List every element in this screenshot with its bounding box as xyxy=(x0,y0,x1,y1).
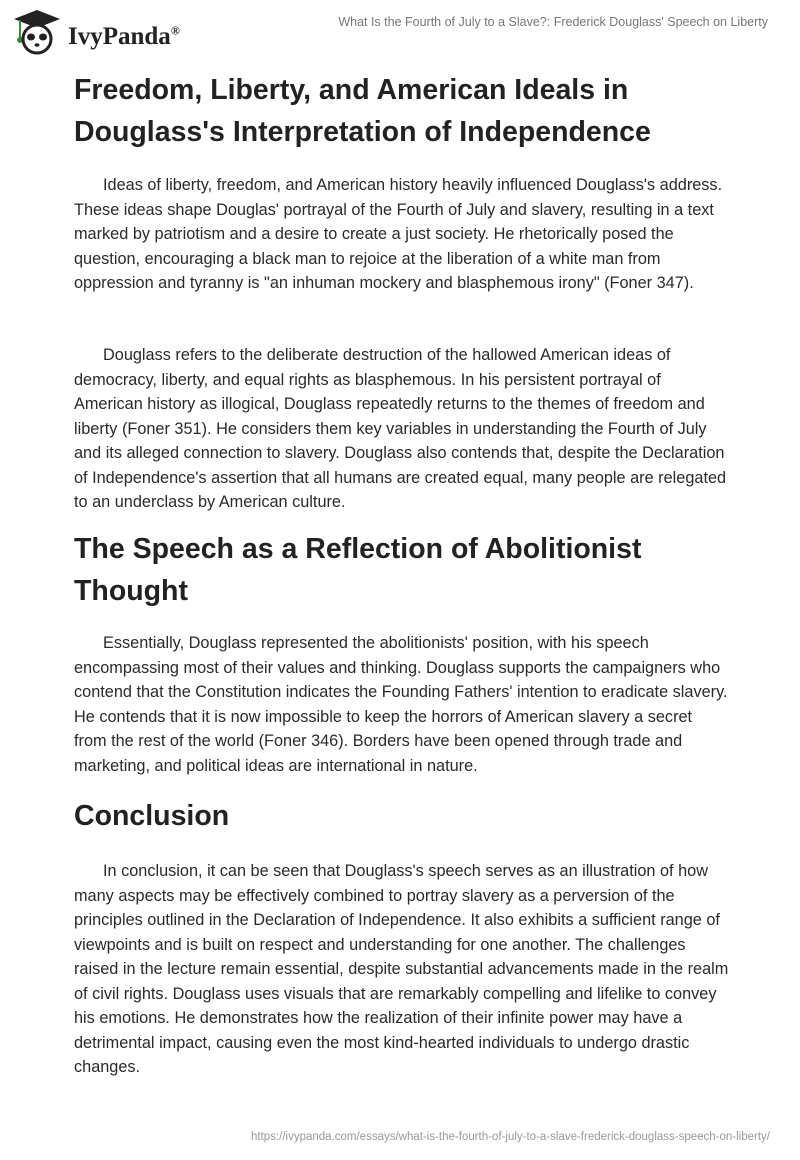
section-heading: The Speech as a Reflection of Abolitionist Thought xyxy=(74,533,642,607)
paragraph: In conclusion, it can be seen that Douglass's speech serves as an illustration of how many aspects may be effectively combined to portray slavery as a perversion of the principles outlined in the Declaration of Independence. It also exhibits a sufficient range of viewpoints and is built on respect and understanding for one another. The challenges raised in the lecture remain essential, despite substantial advancements made in the realm of civil rights. Douglass uses visuals that are remarkably compelling and lifelike to convey his emotions. He demonstrates how the realization of their infinite power may have a detrimental impact, causing even the most kind-hearted individuals to undergo drastic changes. xyxy=(74,862,729,1076)
section-heading: Freedom, Liberty, and American Ideals in Douglass's Interpretation of Independence xyxy=(74,74,651,148)
ivypanda-logo[interactable] xyxy=(12,8,180,56)
paragraph: Douglass refers to the deliberate destruction of the hallowed American ideas of democracy, liberty, and equal rights as blasphemous. In his persistent portrayal of American history as illogical, Douglass repeatedly returns to the themes of freedom and liberty (Foner 351). He considers them key variables in understanding the Fourth of July and its alleged connection to slavery. Douglass also contends that, despite the Declaration of Independence's assertion that all humans are created equal, many people are relegated to an underclass by American culture. xyxy=(74,346,727,511)
document-title: What Is the Fourth of July to a Slave?: Frederick Douglass' Speech on Liberty xyxy=(338,15,768,29)
panda-graduate-icon xyxy=(12,8,62,56)
source-url[interactable]: https://ivypanda.com/essays/what-is-the-fourth-of-july-to-a-slave-frederick-douglass-speech-on-liberty/ xyxy=(251,1131,770,1143)
paragraph: Essentially, Douglass represented the abolitionists' position, with his speech encompassing most of their values and thinking. Douglass supports the campaigners who contend that the Constitution indicates the Founding Fathers' intention to eradicate slavery. He contends that it is now impossible to keep the horrors of American slavery a secret from the rest of the world (Foner 346). Borders have been opened through trade and marketing, and political ideas are international in nature. xyxy=(74,634,728,775)
logo-text: IvyPanda® xyxy=(68,23,180,50)
paragraph: Ideas of liberty, freedom, and American history heavily influenced Douglass's address. These ideas shape Douglas' portrayal of the Fourth of July and slavery, resulting in a text marked by patriotism and a desire to create a just society. He rhetorically posed the question, encouraging a black man to rejoice at the liberation of a white man from oppression and tyranny is "an inhuman mockery and blasphemous irony" (Foner 347). xyxy=(74,176,723,292)
section-heading: Conclusion xyxy=(74,800,230,832)
